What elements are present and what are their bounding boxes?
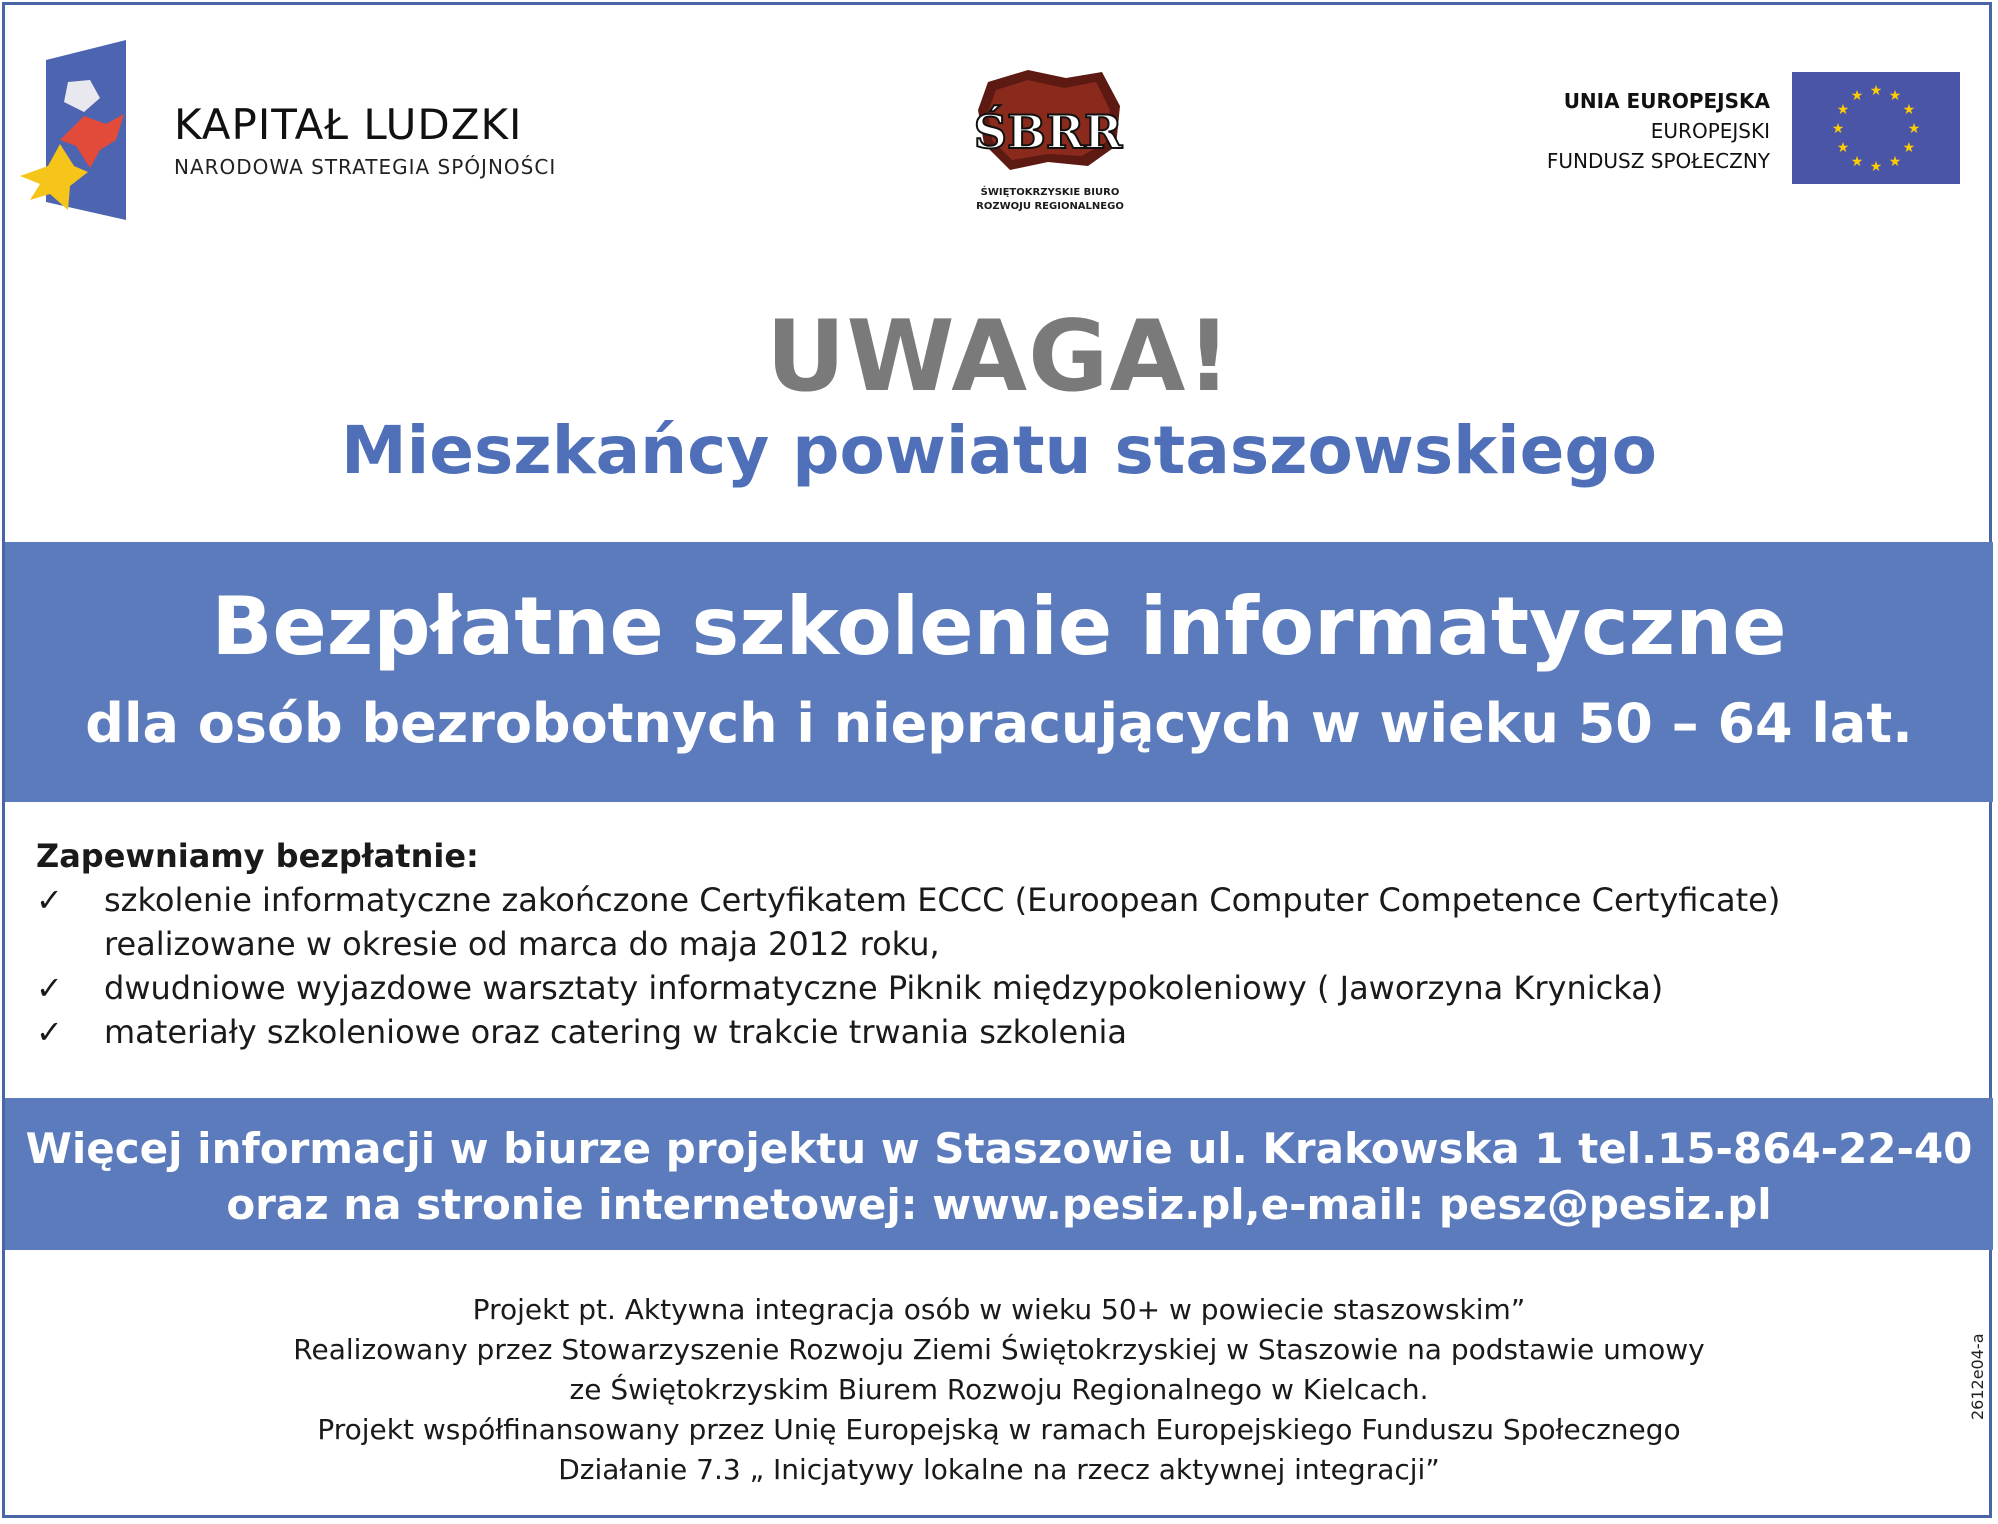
check-icon: ✓ — [36, 881, 63, 919]
contact-line1: Więcej informacji w biurze projektu w Staszowie ul. Krakowska 1 tel.15-864-22-40 — [25, 1124, 1973, 1173]
contact-line2: oraz na stronie internetowej: www.pesiz.pl,e-mail: pesz@pesiz.pl — [226, 1180, 1772, 1229]
benefits-section — [36, 834, 1936, 1054]
benefit-text: dwudniowe wyjazdowe warsztaty informatyczne Piknik międzypokoleniowy ( Jaworzyna Krynicka) — [104, 969, 1664, 1007]
eu-star-icon: ★ — [1902, 102, 1916, 118]
sbrr-caption-line2: ROZWOJU REGIONALNEGO — [976, 201, 1124, 212]
benefit-item — [36, 966, 1936, 1010]
sbrr-caption — [950, 186, 1150, 214]
benefit-item — [36, 878, 1936, 922]
kapital-ludzki-text — [174, 100, 556, 179]
footer-line: ze Świętokrzyskim Biurem Rozwoju Regionalnego w Kielcach. — [569, 1373, 1429, 1406]
eu-star-icon: ★ — [1888, 88, 1902, 105]
headline-uwaga: UWAGA! — [765, 300, 1233, 414]
benefit-text: materiały szkoleniowe oraz catering w trakcie trwania szkolenia — [104, 1013, 1127, 1051]
eu-flag-icon — [1792, 72, 1960, 184]
headline-residents: Mieszkańcy powiatu staszowskiego — [340, 412, 1658, 489]
eu-star-icon: ★ — [1869, 159, 1883, 175]
kapital-ludzki-subtitle: NARODOWA STRATEGIA SPÓJNOŚCI — [174, 155, 557, 179]
eu-star-icon: ★ — [1850, 153, 1864, 170]
kapital-ludzki-logo — [20, 40, 132, 220]
eu-fund-line2: FUNDUSZ SPOŁECZNY — [1546, 149, 1770, 173]
print-code: 2612e04-a — [1968, 1333, 1987, 1420]
footer-line: Projekt pt. Aktywna integracja osób w wieku 50+ w powiecie staszowskim” — [472, 1293, 1526, 1326]
eu-star-icon: ★ — [1831, 121, 1845, 137]
footer-line: Projekt współfinansowany przez Unię Europejską w ramach Europejskiego Funduszu Społecznego — [317, 1413, 1681, 1446]
eu-title: UNIA EUROPEJSKA — [1563, 89, 1770, 113]
banner-title: Bezpłatne szkolenie informatyczne — [211, 580, 1787, 673]
eu-star-icon: ★ — [1902, 140, 1916, 156]
benefit-text: realizowane w okresie od marca do maja 2012 roku, — [104, 925, 940, 963]
footer — [0, 1290, 1998, 1490]
eu-star-icon: ★ — [1836, 102, 1850, 118]
benefit-item-continuation — [36, 922, 1936, 966]
sbrr-caption-line1: ŚWIĘTOKRZYSKIE BIURO — [980, 187, 1120, 198]
eu-star-icon: ★ — [1869, 83, 1883, 99]
sbrr-logo-text: ŚBRR — [973, 105, 1123, 159]
footer-line: Realizowany przez Stowarzyszenie Rozwoju Ziemi Świętokrzyskiej w Staszowie na podstawie umowy — [293, 1333, 1705, 1366]
eu-star-icon: ★ — [1836, 140, 1850, 156]
eu-star-icon: ★ — [1888, 153, 1902, 170]
footer-line: Działanie 7.3 „ Inicjatywy lokalne na rzecz aktywnej integracji” — [558, 1453, 1440, 1486]
benefit-item — [36, 1010, 1936, 1054]
kapital-ludzki-title: KAPITAŁ LUDZKI — [174, 100, 523, 149]
benefit-text: szkolenie informatyczne zakończone Certyfikatem ECCC (Euroopean Computer Competence Certyficate) — [104, 881, 1781, 919]
banner-subtitle: dla osób bezrobotnych i niepracujących w wieku 50 – 64 lat. — [85, 692, 1913, 755]
eu-star-icon: ★ — [1850, 88, 1864, 105]
eu-text — [1547, 86, 1770, 176]
check-icon: ✓ — [36, 969, 63, 1007]
eu-fund-line1: EUROPEJSKI — [1650, 119, 1770, 143]
eu-star-icon: ★ — [1907, 121, 1921, 137]
benefits-title: Zapewniamy bezpłatnie: — [36, 837, 479, 875]
check-icon: ✓ — [36, 1013, 63, 1051]
